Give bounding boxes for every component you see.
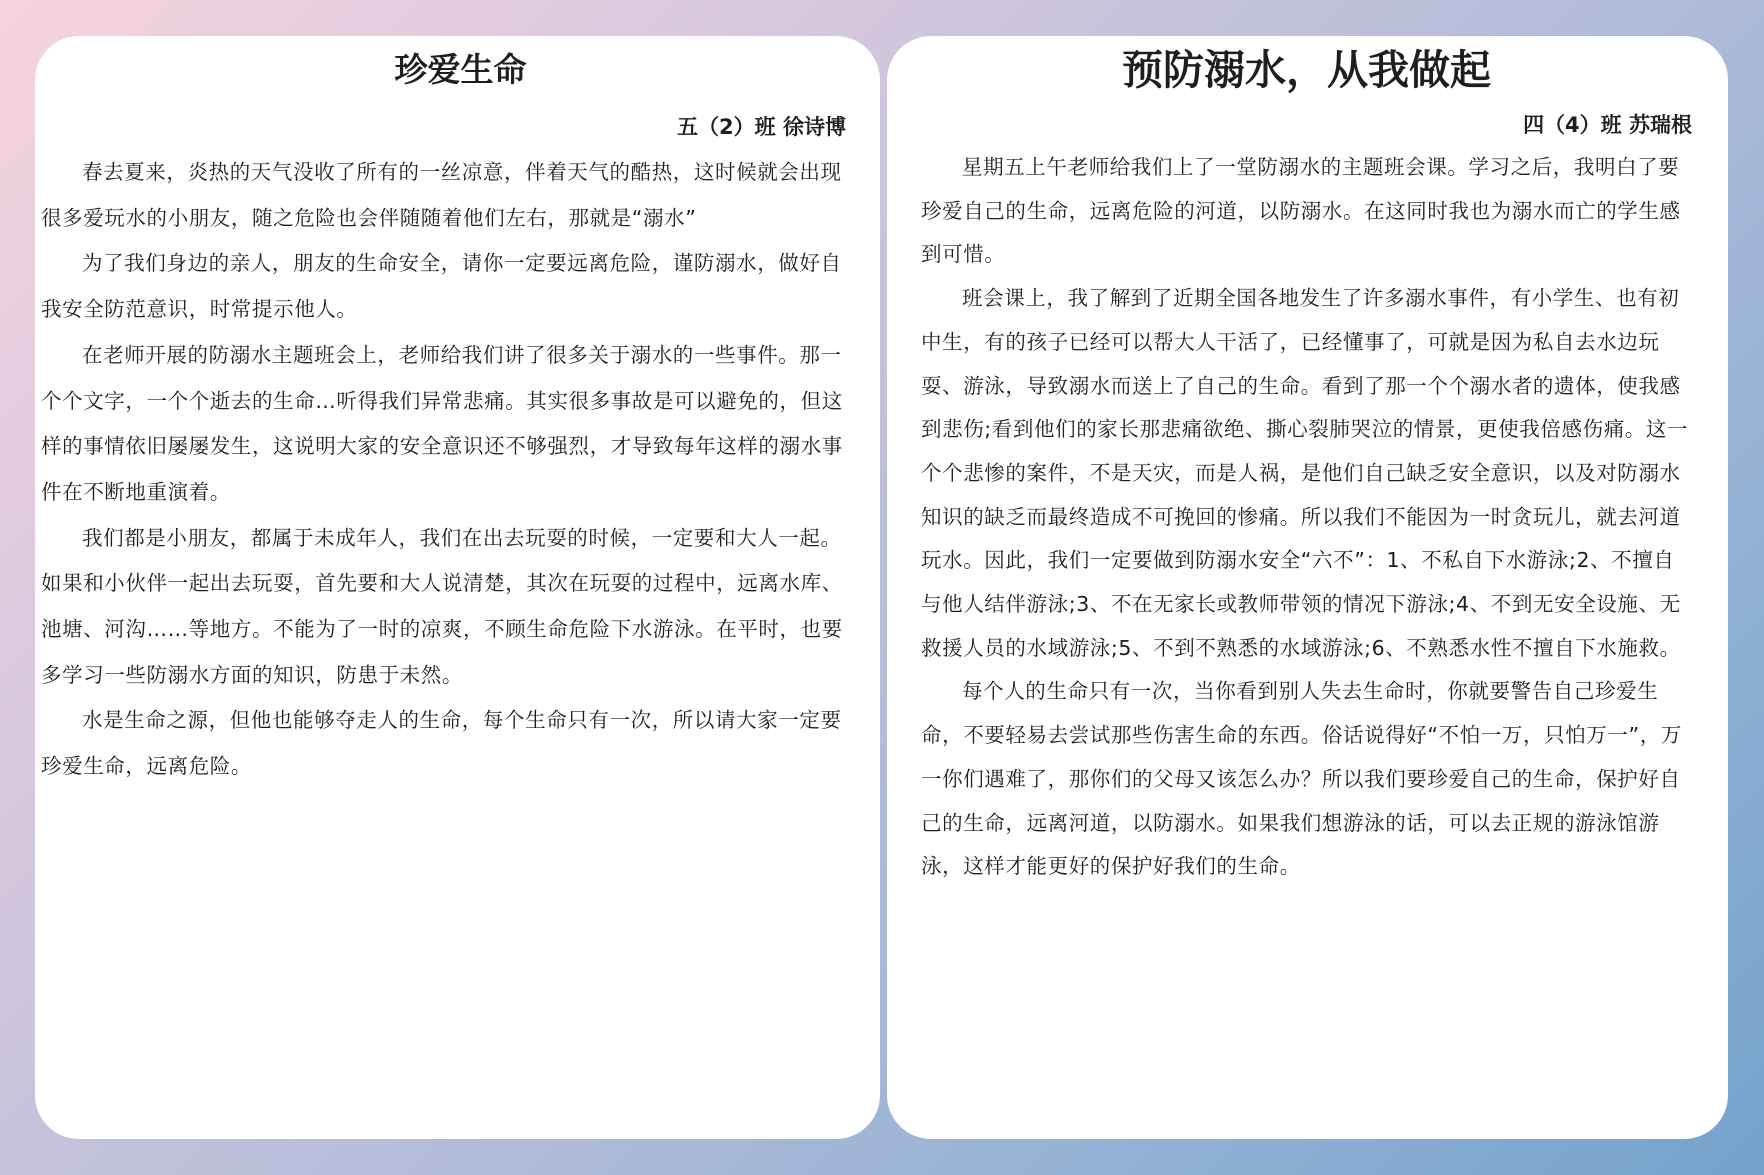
essay-body	[921, 146, 1692, 889]
paragraph: 水是生命之源，但他也能够夺走人的生命，每个生命只有一次，所以请大家一定要珍爱生命，远离危险。	[41, 708, 842, 779]
essay-title: 珍爱生命	[394, 50, 527, 89]
paragraph: 在老师开展的防溺水主题班会上，老师给我们讲了很多关于溺水的一些事件。那一个个文字，一个个逝去的生命…听得我们异常悲痛。其实很多事故是可以避免的，但这样的事情依旧屡屡发生，这说明大家的安全意识还不够强烈，才导致每年这样的溺水事件在不断地重演着。	[41, 342, 843, 504]
essay-author: 五（2）班 徐诗博	[677, 115, 846, 139]
essay-title: 预防溺水，从我做起	[1122, 46, 1491, 94]
essay-card-left	[35, 36, 880, 1139]
essay-author: 四（4）班 苏瑞根	[1523, 113, 1692, 137]
paragraph: 我们都是小朋友，都属于未成年人，我们在出去玩耍的时候，一定要和大人一起。如果和小伙伴一起出去玩耍，首先要和大人说清楚，其次在玩耍的过程中，远离水库、池塘、河沟……等地方。不能为了一时的凉爽，不顾生命危险下水游泳。在平时，也要多学习一些防溺水方面的知识，防患于未然。	[41, 525, 843, 687]
paragraph: 班会课上，我了解到了近期全国各地发生了许多溺水事件，有小学生、也有初中生，有的孩子已经可以帮大人干活了，已经懂事了，可就是因为私自去水边玩耍、游泳，导致溺水而送上了自己的生命。看到了那一个个溺水者的遗体，使我感到悲伤;看到他们的家长那悲痛欲绝、撕心裂肺哭泣的情景，更使我倍感伤痛。这一个个悲惨的案件，不是天灾，而是人祸，是他们自己缺乏安全意识，以及对防溺水知识的缺乏而最终造成不可挽回的惨痛。所以我们不能因为一时贪玩儿，就去河道玩水。因此，我们一定要做到防溺水安全“六不”：1、不私自下水游泳;2、不擅自与他人结伴游泳;3、不在无家长或教师带领的情况下游泳;4、不到无安全设施、无救援人员的水域游泳;5、不到不熟悉的水域游泳;6、不熟悉水性不擅自下水施救。	[921, 286, 1689, 660]
paragraph: 星期五上午老师给我们上了一堂防溺水的主题班会课。学习之后，我明白了要珍爱自己的生命，远离危险的河道，以防溺水。在这同时我也为溺水而亡的学生感到可惜。	[921, 155, 1681, 267]
paragraph: 每个人的生命只有一次，当你看到别人失去生命时，你就要警告自己珍爱生命，不要轻易去尝试那些伤害生命的东西。俗话说得好“不怕一万，只怕万一”，万一你们遇难了，那你们的父母又该怎么办？所以我们要珍爱自己的生命，保护好自己的生命，远离河道，以防溺水。如果我们想游泳的话，可以去正规的游泳馆游泳，这样才能更好的保护好我们的生命。	[921, 679, 1682, 879]
paragraph: 为了我们身边的亲人，朋友的生命安全，请你一定要远离危险，谨防溺水，做好自我安全防范意识，时常提示他人。	[41, 251, 842, 322]
essay-body	[41, 150, 846, 790]
paragraph: 春去夏来，炎热的天气没收了所有的一丝凉意，伴着天气的酷热，这时候就会出现很多爱玩水的小朋友，随之危险也会伴随随着他们左右，那就是“溺水”	[41, 160, 842, 230]
essay-card-right	[887, 36, 1728, 1139]
